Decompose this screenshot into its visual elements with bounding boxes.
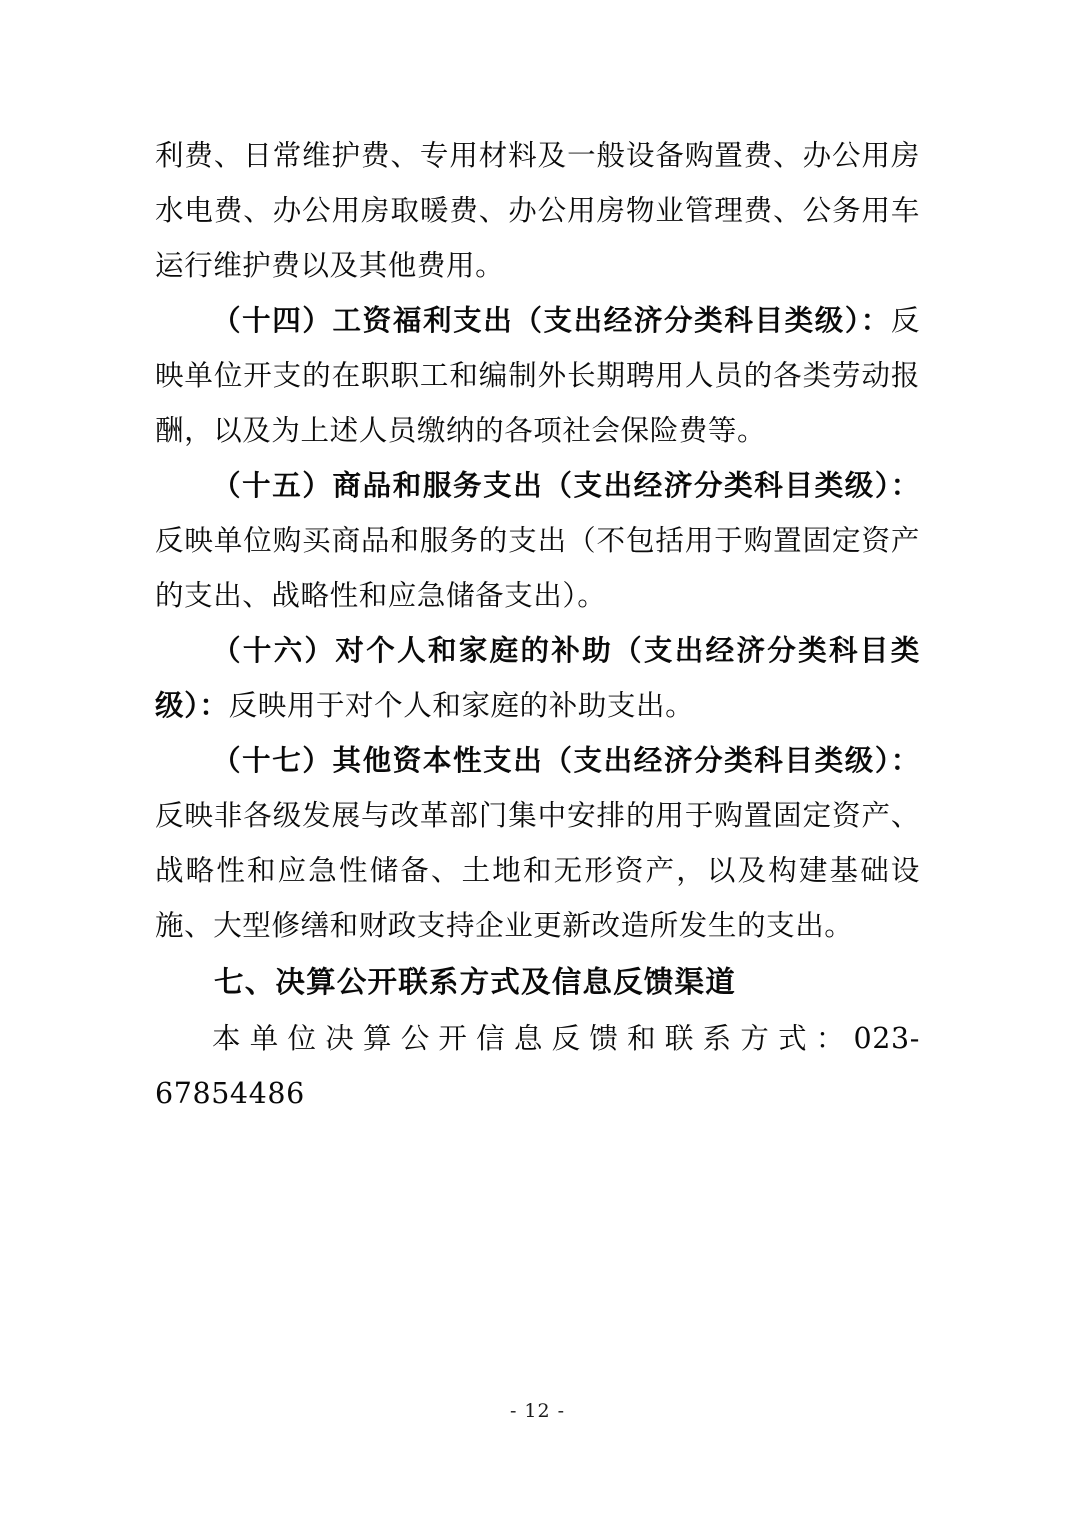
item-14-body: 反映单位开支的在职职工和编制外长期聘用人员的各类劳动报酬，以及为上述人员缴纳的各项社会保险费等。 xyxy=(155,304,920,447)
item-16-body: 反映用于对个人和家庭的补助支出。 xyxy=(228,689,695,722)
section-seven-body: 本单位决算公开信息反馈和联系方式：023-67854486 xyxy=(155,1022,920,1110)
item-15-body: 反映单位购买商品和服务的支出（不包括用于购置固定资产的支出、战略性和应急储备支出）。 xyxy=(155,524,920,612)
paragraph-item-16 xyxy=(155,623,920,733)
paragraph-item-15 xyxy=(155,458,920,623)
page-footer xyxy=(0,1400,1075,1422)
item-17-body: 反映非各级发展与改革部门集中安排的用于购置固定资产、战略性和应急性储备、土地和无形资产，以及构建基础设施、大型修缮和财政支持企业更新改造所发生的支出。 xyxy=(155,799,920,942)
item-14-lead: （十四）工资福利支出（支出经济分类科目类级）： xyxy=(212,303,891,337)
item-15-lead: （十五）商品和服务支出（支出经济分类科目类级）： xyxy=(212,468,920,502)
paragraph-continuation: 利费、日常维护费、专用材料及一般设备购置费、办公用房水电费、办公用房取暖费、办公用房物业管理费、公务用车运行维护费以及其他费用。 xyxy=(155,139,920,282)
section-heading-seven: 七、决算公开联系方式及信息反馈渠道 xyxy=(214,964,736,999)
page-number: - 12 - xyxy=(509,1400,566,1422)
item-17-lead: （十七）其他资本性支出（支出经济分类科目类级）： xyxy=(212,743,920,777)
paragraph-item-17 xyxy=(155,733,920,953)
paragraph-item-14 xyxy=(155,293,920,458)
page-content xyxy=(155,128,920,1121)
item-16-lead: （十六）对个人和家庭的补助（支出经济分类科目类级）： xyxy=(155,633,920,722)
